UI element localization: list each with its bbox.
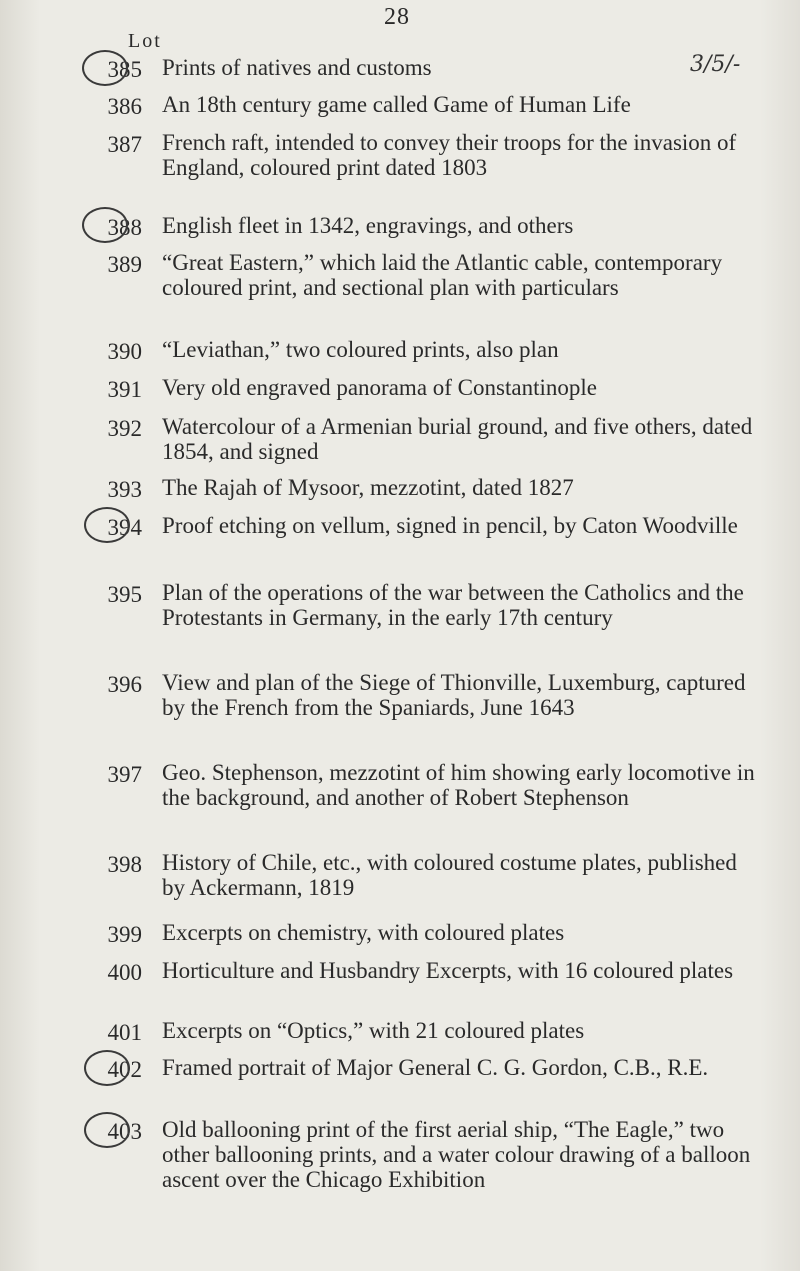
lot-description: Watercolour of a Armenian burial ground, and five others, dated 1854, and signed <box>162 414 753 464</box>
pencil-circle-icon <box>82 50 128 86</box>
lot-description: Excerpts on chemistry, with coloured plates <box>162 920 565 945</box>
lot-description: Geo. Stephenson, mezzotint of him showing early locomotive in the background, and another of Robert Stephenson <box>162 760 755 810</box>
lot-description: History of Chile, etc., with coloured costume plates, published by Ackermann, 1819 <box>162 850 737 900</box>
lot-number: 397 <box>107 762 142 787</box>
lot-number: 392 <box>107 416 142 441</box>
pencil-circle-icon <box>84 1050 130 1086</box>
lot-number: 388 <box>107 215 142 240</box>
lot-description: Proof etching on vellum, signed in pencil, by Caton Woodville <box>162 513 738 538</box>
pencil-circle-icon <box>84 1112 130 1148</box>
lot-number: 385 <box>107 57 142 82</box>
lot-number: 399 <box>107 922 142 947</box>
lot-number: 387 <box>107 132 142 157</box>
lot-description: The Rajah of Mysoor, mezzotint, dated 1827 <box>162 475 574 500</box>
lot-description: Horticulture and Husbandry Excerpts, with 16 coloured plates <box>162 958 734 983</box>
lot-number: 395 <box>107 582 142 607</box>
lot-number: 389 <box>107 252 142 277</box>
page-number: 28 <box>384 4 410 30</box>
lot-description: French raft, intended to convey their troops for the invasion of England, coloured print dated 1803 <box>162 130 737 180</box>
lot-number: 398 <box>107 852 142 877</box>
lot-number: 391 <box>107 377 142 402</box>
lot-description: View and plan of the Siege of Thionville, Luxemburg, captured by the French from the Spaniards, June 1643 <box>162 670 746 720</box>
lot-number: 403 <box>107 1119 142 1144</box>
lot-number: 401 <box>107 1020 142 1045</box>
lot-number: 394 <box>107 515 142 540</box>
lot-number: 390 <box>107 339 142 364</box>
pencil-circle-icon <box>82 207 128 243</box>
lot-description: “Great Eastern,” which laid the Atlantic cable, contemporary coloured print, and sectional plan with particulars <box>162 250 723 300</box>
lot-description: Very old engraved panorama of Constantinople <box>162 375 597 400</box>
lot-number: 402 <box>107 1057 142 1082</box>
lot-number: 386 <box>107 94 142 119</box>
lot-description: Prints of natives and customs <box>162 55 432 80</box>
column-header: Lot <box>128 30 162 52</box>
pencil-circle-icon <box>84 507 130 543</box>
lot-number: 393 <box>107 477 142 502</box>
lot-number: 396 <box>107 672 142 697</box>
handwritten-price: 3/5/- <box>690 52 741 77</box>
lot-description: Excerpts on “Optics,” with 21 coloured plates <box>162 1018 585 1043</box>
lot-description: An 18th century game called Game of Human Life <box>162 92 631 117</box>
lot-description: “Leviathan,” two coloured prints, also plan <box>162 337 559 362</box>
lot-description: Framed portrait of Major General C. G. Gordon, C.B., R.E. <box>162 1055 709 1080</box>
lot-description: English fleet in 1342, engravings, and others <box>162 213 574 238</box>
lot-description: Old ballooning print of the first aerial ship, “The Eagle,” two other ballooning prints, and a water colour drawing of a balloon ascent over the Chicago Exhibition <box>162 1117 751 1192</box>
lot-number: 400 <box>107 960 142 985</box>
lot-description: Plan of the operations of the war between the Catholics and the Protestants in Germany, in the early 17th century <box>162 580 744 630</box>
